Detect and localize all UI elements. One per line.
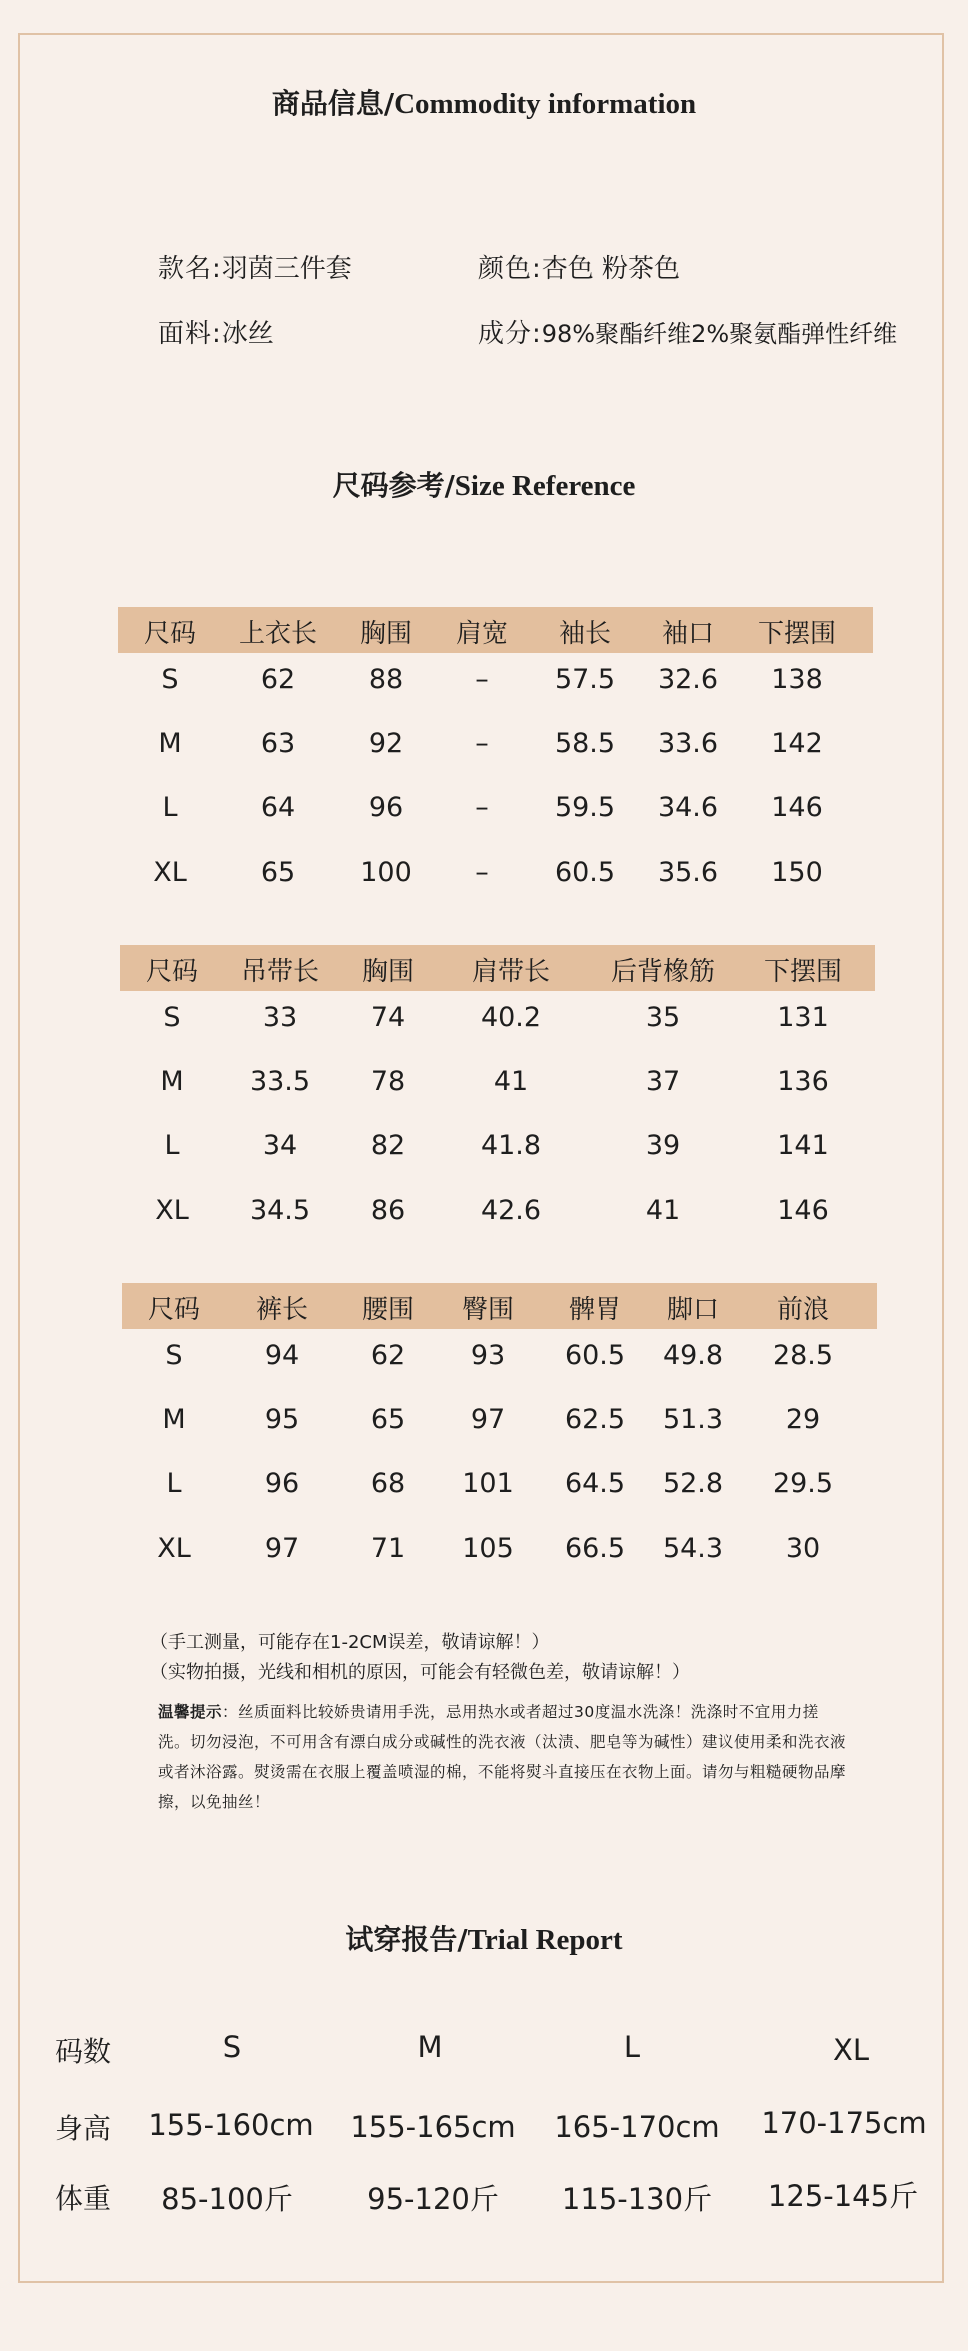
table-cell: 146 (777, 1195, 829, 1226)
table-cell: 62.5 (564, 1404, 626, 1435)
camisole-size-table (120, 945, 875, 1235)
table-cell: 150 (771, 857, 823, 888)
table-cell: 78 (370, 1066, 406, 1097)
table-cell: 39 (645, 1130, 681, 1161)
table-cell: 34.6 (657, 792, 719, 823)
style-label: 款名: (158, 254, 222, 284)
style-value: 羽茵三件套 (221, 254, 352, 284)
table-cell: 96 (368, 792, 404, 823)
table-cell: 97 (264, 1533, 300, 1564)
table-cell: 63 (260, 728, 296, 759)
pants-size-table (122, 1283, 877, 1573)
table-cell: 33.5 (249, 1066, 311, 1097)
trial-report-heading (0, 1918, 968, 1958)
table-cell: 34.5 (249, 1195, 311, 1226)
trial-size: S (222, 2030, 242, 2064)
composition-label: 成分: (478, 319, 542, 349)
table-cell: 146 (771, 792, 823, 823)
table-cell: 30 (785, 1533, 821, 1564)
column-header: 髀胃 (568, 1295, 622, 1325)
size-label-cell: L (164, 1130, 180, 1161)
trial-weight: 85-100斤 (161, 2182, 293, 2216)
table-cell: 35 (645, 1002, 681, 1033)
measurement-note: （手工测量，可能存在1-2CM误差，敬请谅解！） (150, 1632, 550, 1653)
fabric-field (158, 313, 274, 350)
table-cell: – (475, 857, 489, 888)
heading-en: Trial Report (467, 1924, 623, 1956)
column-header: 脚口 (666, 1295, 720, 1325)
table-cell: 101 (462, 1468, 514, 1499)
column-header: 臀围 (461, 1295, 515, 1325)
size-label-cell: M (160, 1066, 184, 1097)
table-cell: 71 (370, 1533, 406, 1564)
table-cell: – (475, 664, 489, 695)
trial-weight: 125-145斤 (767, 2179, 919, 2213)
trial-size: XL (832, 2033, 870, 2067)
column-header: 下摆围 (757, 619, 837, 649)
color-value: 杏色 粉茶色 (541, 254, 681, 284)
table-cell: 93 (470, 1340, 506, 1371)
column-header: 前浪 (776, 1295, 830, 1325)
trial-size: L (623, 2030, 641, 2064)
table-cell: 62 (260, 664, 296, 695)
heading-cn: 试穿报告/ (345, 1923, 468, 1956)
care-tip (158, 1697, 848, 1817)
table-cell: 40.2 (480, 1002, 542, 1033)
trial-height: 165-170cm (554, 2110, 720, 2144)
trial-weight: 115-130斤 (561, 2182, 713, 2216)
column-header: 肩带长 (471, 957, 551, 987)
column-header: 吊带长 (240, 957, 320, 987)
table-cell: 68 (370, 1468, 406, 1499)
table-cell: 62 (370, 1340, 406, 1371)
table-cell: 37 (645, 1066, 681, 1097)
trial-size: M (417, 2030, 443, 2064)
table-cell: 64.5 (564, 1468, 626, 1499)
table-cell: 54.3 (662, 1533, 724, 1564)
size-label-cell: XL (153, 857, 187, 888)
table-cell: – (475, 728, 489, 759)
column-header: 袖长 (558, 619, 612, 649)
table-cell: 136 (777, 1066, 829, 1097)
size-reference-heading (0, 464, 968, 504)
trial-weight: 95-120斤 (367, 2182, 499, 2216)
table-cell: 49.8 (662, 1340, 724, 1371)
table-cell: 29.5 (772, 1468, 834, 1499)
composition-value: 98%聚酯纤维2%聚氨酯弹性纤维 (541, 320, 898, 348)
composition-field (478, 313, 897, 350)
tip-text: ：丝质面料比较娇贵请用手洗，忌用热水或者超过30度温水洗涤！洗涤时不宜用力搓洗。切勿浸泡，不可用含有漂白成分或碱性的洗衣液（汰渍、肥皂等为碱性）建议使用柔和洗衣液或者沐浴露。熨烫需在衣服上覆盖喷湿的棉，不能将熨斗直接压在衣物上面。请勿与粗糙硬物品摩擦，以免抽丝！ (158, 1703, 847, 1811)
height-row-label: 身高 (55, 2112, 112, 2145)
column-header: 胸围 (359, 619, 413, 649)
weight-row-label: 体重 (55, 2182, 112, 2215)
table-cell: 41 (645, 1195, 681, 1226)
color-field (478, 248, 680, 285)
column-header: 后背橡筋 (610, 957, 716, 987)
table-cell: 28.5 (772, 1340, 834, 1371)
column-header: 下摆围 (763, 957, 843, 987)
column-header: 尺码 (143, 619, 197, 649)
trial-height: 155-160cm (148, 2108, 314, 2142)
heading-cn: 尺码参考/ (332, 469, 455, 502)
table-cell: 141 (777, 1130, 829, 1161)
column-header: 尺码 (147, 1295, 201, 1325)
column-header: 尺码 (145, 957, 199, 987)
table-cell: 74 (370, 1002, 406, 1033)
table-cell: 51.3 (662, 1404, 724, 1435)
table-cell: 41.8 (480, 1130, 542, 1161)
table-cell: 65 (260, 857, 296, 888)
column-header: 裤长 (255, 1295, 309, 1325)
table-cell: 35.6 (657, 857, 719, 888)
table-cell: 42.6 (480, 1195, 542, 1226)
color-label: 颜色: (478, 254, 542, 284)
table-cell: 29 (785, 1404, 821, 1435)
table-cell: 52.8 (662, 1468, 724, 1499)
table-cell: 97 (470, 1404, 506, 1435)
table-cell: 88 (368, 664, 404, 695)
fabric-label: 面料: (158, 319, 222, 349)
tip-label: 温馨提示 (158, 1703, 223, 1721)
table-cell: 66.5 (564, 1533, 626, 1564)
table-cell: 65 (370, 1404, 406, 1435)
size-label-cell: S (163, 1002, 181, 1033)
heading-en: Commodity information (394, 88, 697, 120)
table-cell: 64 (260, 792, 296, 823)
column-header: 胸围 (361, 957, 415, 987)
column-header: 上衣长 (238, 619, 318, 649)
column-header: 袖口 (661, 619, 715, 649)
size-label-cell: L (162, 792, 178, 823)
table-cell: 92 (368, 728, 404, 759)
commodity-info-heading (0, 82, 968, 122)
heading-cn: 商品信息/ (271, 87, 395, 120)
trial-height: 170-175cm (761, 2106, 927, 2140)
size-label-cell: M (158, 728, 182, 759)
table-cell: 32.6 (657, 664, 719, 695)
table-cell: 41 (493, 1066, 529, 1097)
size-label-cell: L (166, 1468, 182, 1499)
size-label-cell: S (165, 1340, 183, 1371)
table-cell: 60.5 (564, 1340, 626, 1371)
table-cell: 96 (264, 1468, 300, 1499)
table-cell: 131 (777, 1002, 829, 1033)
table-cell: 86 (370, 1195, 406, 1226)
table-cell: 95 (264, 1404, 300, 1435)
table-cell: 60.5 (554, 857, 616, 888)
table-cell: 100 (360, 857, 412, 888)
table-cell: 33.6 (657, 728, 719, 759)
trial-height: 155-165cm (350, 2110, 516, 2144)
fabric-value: 冰丝 (221, 319, 274, 349)
top-size-table (118, 607, 873, 897)
table-cell: 59.5 (554, 792, 616, 823)
column-header: 肩宽 (455, 619, 509, 649)
size-label-cell: S (161, 664, 179, 695)
table-cell: 33 (262, 1002, 298, 1033)
size-label-cell: M (162, 1404, 186, 1435)
table-cell: 34 (262, 1130, 298, 1161)
table-cell: 94 (264, 1340, 300, 1371)
table-cell: 138 (771, 664, 823, 695)
size-label-cell: XL (157, 1533, 191, 1564)
table-cell: – (475, 792, 489, 823)
heading-en: Size Reference (454, 470, 636, 502)
size-label-cell: XL (155, 1195, 189, 1226)
column-header: 腰围 (361, 1295, 415, 1325)
color-difference-note: （实物拍摄，光线和相机的原因，可能会有轻微色差，敬请谅解！） (150, 1662, 690, 1683)
table-cell: 58.5 (554, 728, 616, 759)
table-cell: 57.5 (554, 664, 616, 695)
style-name-field (158, 248, 352, 285)
table-cell: 142 (771, 728, 823, 759)
size-row-label: 码数 (55, 2035, 112, 2068)
table-cell: 82 (370, 1130, 406, 1161)
table-cell: 105 (462, 1533, 514, 1564)
